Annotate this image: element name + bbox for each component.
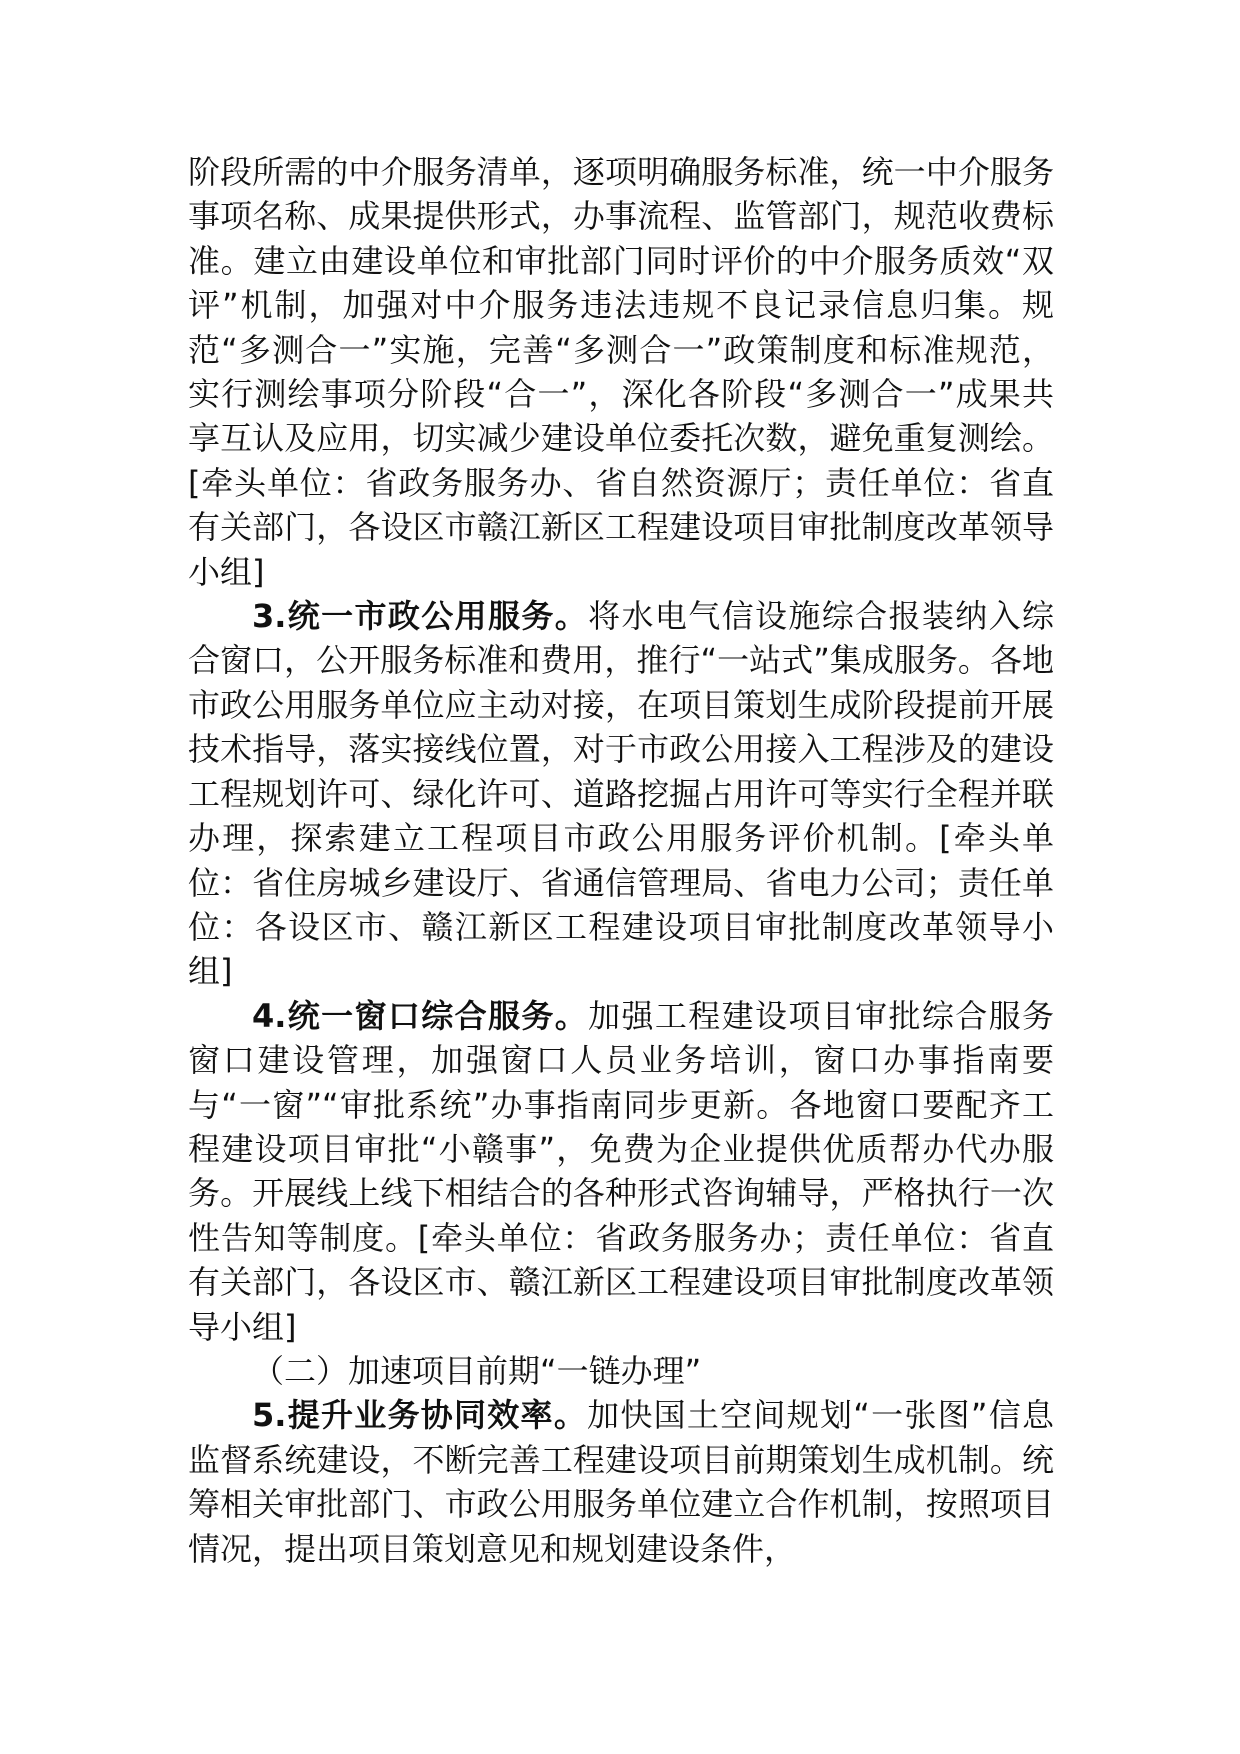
item-heading: 3.统一市政公用服务。 xyxy=(252,597,589,636)
item-heading: 4.统一窗口综合服务。 xyxy=(252,996,589,1035)
paragraph-item-5 xyxy=(188,1393,1054,1571)
item-heading: 5.提升业务协同效率。 xyxy=(252,1396,588,1435)
paragraph-item-4 xyxy=(188,994,1054,1349)
paragraph-item-3 xyxy=(188,594,1054,994)
paragraph-body: 加快国土空间规划“一张图”信息监督系统建设，不断完善工程建设项目前期策划生成机制。统筹相关审批部门、市政公用服务单位建立合作机制，按照项目情况，提出项目策划意见和规划建设条件， xyxy=(188,1396,1054,1568)
document-page xyxy=(188,150,1054,1571)
paragraph-body: 阶段所需的中介服务清单，逐项明确服务标准，统一中介服务事项名称、成果提供形式，办事流程、监管部门，规范收费标准。建立由建设单位和审批部门同时评价的中介服务质效“双评”机制，加强对中介服务违法违规不良记录信息归集。规范“多测合一”实施，完善“多测合一”政策制度和标准规范，实行测绘事项分阶段“合一”，深化各阶段“多测合一”成果共享互认及应用，切实减少建设单位委托次数，避免重复测绘。[牵头单位：省政务服务办、省自然资源厅；责任单位：省直有关部门，各设区市赣江新区工程建设项目审批制度改革领导小组] xyxy=(188,153,1054,591)
paragraph-body: 将水电气信设施综合报装纳入综合窗口，公开服务标准和费用，推行“一站式”集成服务。各地市政公用服务单位应主动对接，在项目策划生成阶段提前开展技术指导，落实接线位置，对于市政公用接入工程涉及的建设工程规划许可、绿化许可、道路挖掘占用许可等实行全程并联办理，探索建立工程项目市政公用服务评价机制。[牵头单位：省住房城乡建设厅、省通信管理局、省电力公司；责任单位：各设区市、赣江新区工程建设项目审批制度改革领导小组] xyxy=(188,597,1054,991)
paragraph-body: 加强工程建设项目审批综合服务窗口建设管理，加强窗口人员业务培训，窗口办事指南要与“一窗”“审批系统”办事指南同步更新。各地窗口要配齐工程建设项目审批“小赣事”，免费为企业提供优质帮办代办服务。开展线上线下相结合的各种形式咨询辅导，严格执行一次性告知等制度。[牵头单位：省政务服务办；责任单位：省直有关部门，各设区市、赣江新区工程建设项目审批制度改革领导小组] xyxy=(188,996,1054,1346)
paragraph-continued xyxy=(188,150,1054,594)
section-heading-text: （二）加速项目前期“一链办理” xyxy=(252,1351,702,1390)
section-heading xyxy=(188,1349,1054,1393)
